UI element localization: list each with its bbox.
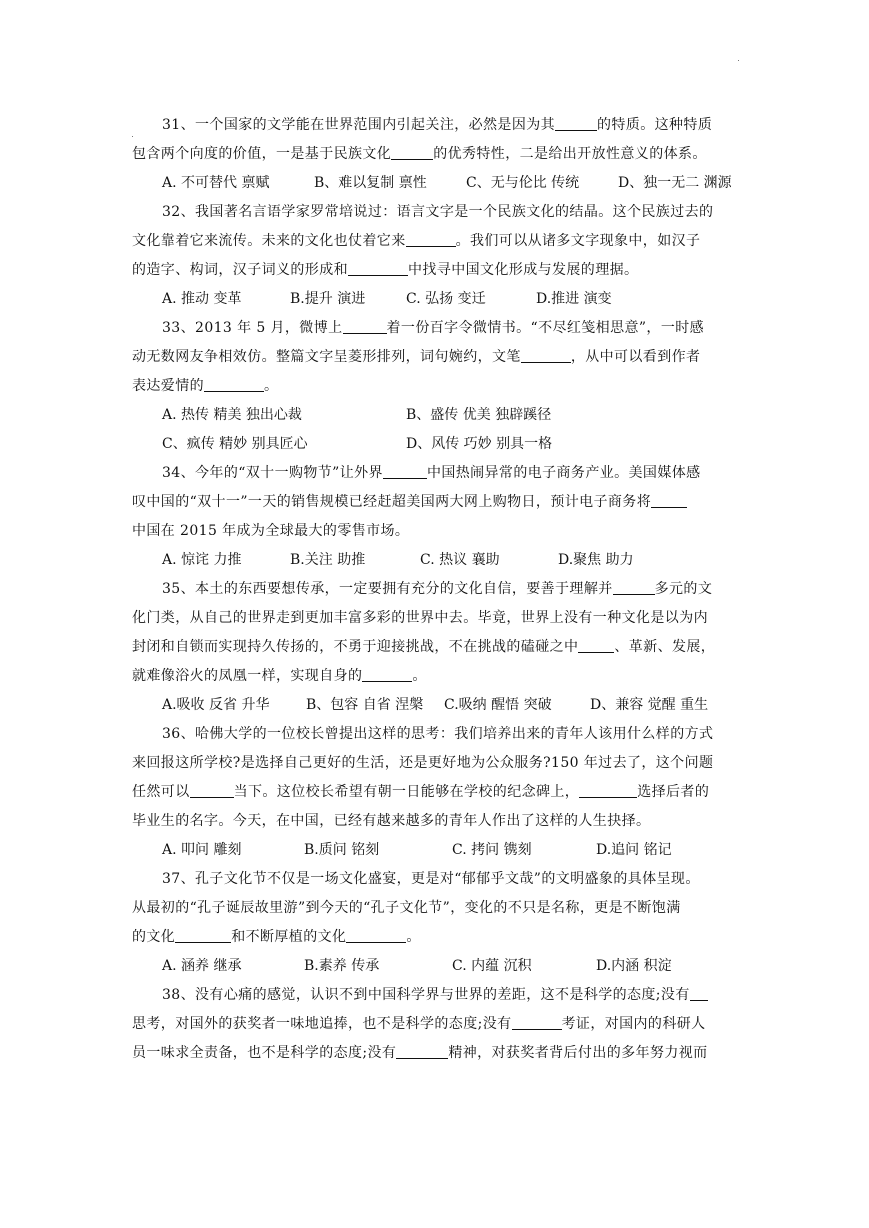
question-36-line-4: 毕业生的名字。今天，在中国，已经有越来越多的青年人作出了这样的人生抉择。 xyxy=(132,813,651,829)
option-a: A. 叩问 雕刻 xyxy=(162,842,242,858)
option-b: B、盛传 优美 独辟蹊径 xyxy=(406,407,552,423)
question-33-line-3: 表达爱情的 。 xyxy=(132,378,279,394)
option-a: A. 涵养 继承 xyxy=(162,958,242,974)
answer-blank xyxy=(651,492,687,508)
answer-blank xyxy=(190,782,234,798)
answer-blank xyxy=(690,985,708,1001)
option-d: D.内涵 积淀 xyxy=(596,958,672,974)
answer-blank xyxy=(204,376,264,392)
question-38-line-3: 员一味求全责备，也不是科学的态度;没有 精神，对获奖者背后付出的多年努力视而 xyxy=(132,1045,708,1061)
option-a: A. 不可替代 禀赋 xyxy=(162,175,270,191)
question-33-line-2: 动无数网友争相效仿。整篇文字呈菱形排列，词句婉约，文笔 ，从中可以看到作者 xyxy=(132,349,701,365)
answer-blank xyxy=(362,666,412,682)
question-33-line-1: 33、2013 年 5 月，微博上 着一份百字令微情书。“不尽红笺相思意”，一时感 xyxy=(162,320,705,336)
question-36-line-3: 任然可以 当下。这位校长希望有朝一日能够在学校的纪念碑上， 选择后者的 xyxy=(132,784,710,800)
answer-blank xyxy=(343,318,387,334)
option-d: D.推进 演变 xyxy=(536,291,612,307)
question-34-line-3: 中国在 2015 年成为全球最大的零售市场。 xyxy=(132,523,410,539)
question-35-line-4: 就难像浴火的凤凰一样，实现自身的 。 xyxy=(132,668,427,684)
question-38-line-2: 思考，对国外的获奖者一味地追捧，也不是科学的态度;没有 考证，对国内的科研人 xyxy=(132,1016,706,1032)
option-c: C.吸纳 醒悟 突破 xyxy=(444,697,552,713)
answer-blank xyxy=(613,579,655,595)
question-37-line-1: 37、孔子文化节不仅是一场文化盛宴，更是对“郁郁乎文哉”的文明盛象的具体呈现。 xyxy=(162,871,700,887)
margin-mark xyxy=(738,60,739,61)
answer-blank xyxy=(555,115,597,131)
answer-blank xyxy=(521,347,571,363)
question-31-line-1: 31、一个国家的文学能在世界范围内引起关注，必然是因为其 的特质。这种特质 xyxy=(162,117,713,133)
option-b: B.关注 助推 xyxy=(290,552,366,568)
option-c: C、疯传 精妙 别具匠心 xyxy=(162,436,308,452)
question-31-line-2: 包含两个向度的价值，一是基于民族文化 的优秀特性，二是给出开放性意义的体系。 xyxy=(132,146,707,162)
answer-blank xyxy=(579,782,637,798)
option-c: C. 内蕴 沉积 xyxy=(452,958,532,974)
question-32-line-3: 的造字、构词，汉子词义的形成和 中找寻中国文化形成与发展的理据。 xyxy=(132,262,639,278)
question-37-line-3: 的文化 和不断厚植的文化 。 xyxy=(132,929,421,945)
answer-blank xyxy=(512,1014,562,1030)
option-b: B、包容 自省 涅槃 xyxy=(306,697,424,713)
option-a: A. 推动 变革 xyxy=(162,291,242,307)
question-38-line-1: 38、没有心痛的感觉，认识不到中国科学界与世界的差距，这不是科学的态度;没有 xyxy=(162,981,708,1010)
option-b: B、难以复制 禀性 xyxy=(314,175,427,191)
question-32-line-2: 文化靠着它来流传。未来的文化也仗着它来 。我们可以从诸多文字现象中，如汉子 xyxy=(132,233,701,249)
question-37-line-2: 从最初的“孔子诞辰故里游”到今天的“孔子文化节”，变化的不只是名称，更是不断饱满 xyxy=(132,900,681,916)
option-a: A.吸收 反省 升华 xyxy=(162,697,270,713)
answer-blank xyxy=(578,637,614,653)
answer-blank xyxy=(396,1043,448,1059)
answer-blank xyxy=(175,927,231,943)
option-d: D、风传 巧妙 别具一格 xyxy=(406,436,553,452)
option-b: B.质问 铭刻 xyxy=(304,842,380,858)
option-d: D、兼容 觉醒 重生 xyxy=(590,697,709,713)
option-c: C、无与伦比 传统 xyxy=(466,175,580,191)
question-35-line-2: 化门类，从自己的世界走到更加丰富多彩的世界中去。毕竟，世界上没有一种文化是以为内 xyxy=(132,610,708,626)
question-34-line-2: 叹中国的“双十一”一天的销售规模已经赶超美国两大网上购物日，预计电子商务将 xyxy=(132,488,687,517)
option-d: D.追问 铭记 xyxy=(596,842,672,858)
option-b: B.提升 演进 xyxy=(290,291,366,307)
option-a: A. 热传 精美 独出心裁 xyxy=(162,407,302,423)
margin-mark xyxy=(132,136,133,137)
answer-blank xyxy=(391,144,433,160)
option-b: B.素养 传承 xyxy=(304,958,380,974)
question-32-line-1: 32、我国著名言语学家罗常培说过：语言文字是一个民族文化的结晶。这个民族过去的 xyxy=(162,204,714,220)
question-34-line-1: 34、今年的“双十一购物节”让外界 中国热闹异常的电子商务产业。美国媒体感 xyxy=(162,465,701,481)
question-36-line-1: 36、哈佛大学的一位校长曾提出这样的思考：我们培养出来的青年人该用什么样的方式 xyxy=(162,726,714,742)
question-35-line-1: 35、本土的东西要想传承，一定要拥有充分的文化自信，要善于理解并 多元的文 xyxy=(162,581,713,597)
answer-blank xyxy=(346,927,406,943)
option-c: C. 热议 襄助 xyxy=(420,552,500,568)
option-d: D.聚焦 助力 xyxy=(558,552,634,568)
option-c: C. 拷问 镌刻 xyxy=(452,842,532,858)
option-d: D、独一无二 渊源 xyxy=(618,175,732,191)
option-a: A. 惊诧 力推 xyxy=(162,552,242,568)
answer-blank xyxy=(406,231,456,247)
question-35-line-3: 封闭和自锁而实现持久传扬的，不勇于迎接挑战，不在挑战的磕碰之中 、革新、发展， xyxy=(132,639,716,655)
question-36-line-2: 来回报这所学校?是选择自己更好的生活，还是更好地为公众服务?150 年过去了，这个问题 xyxy=(132,755,714,771)
answer-blank xyxy=(383,463,427,479)
option-c: C. 弘扬 变迁 xyxy=(406,291,486,307)
answer-blank xyxy=(348,260,408,276)
